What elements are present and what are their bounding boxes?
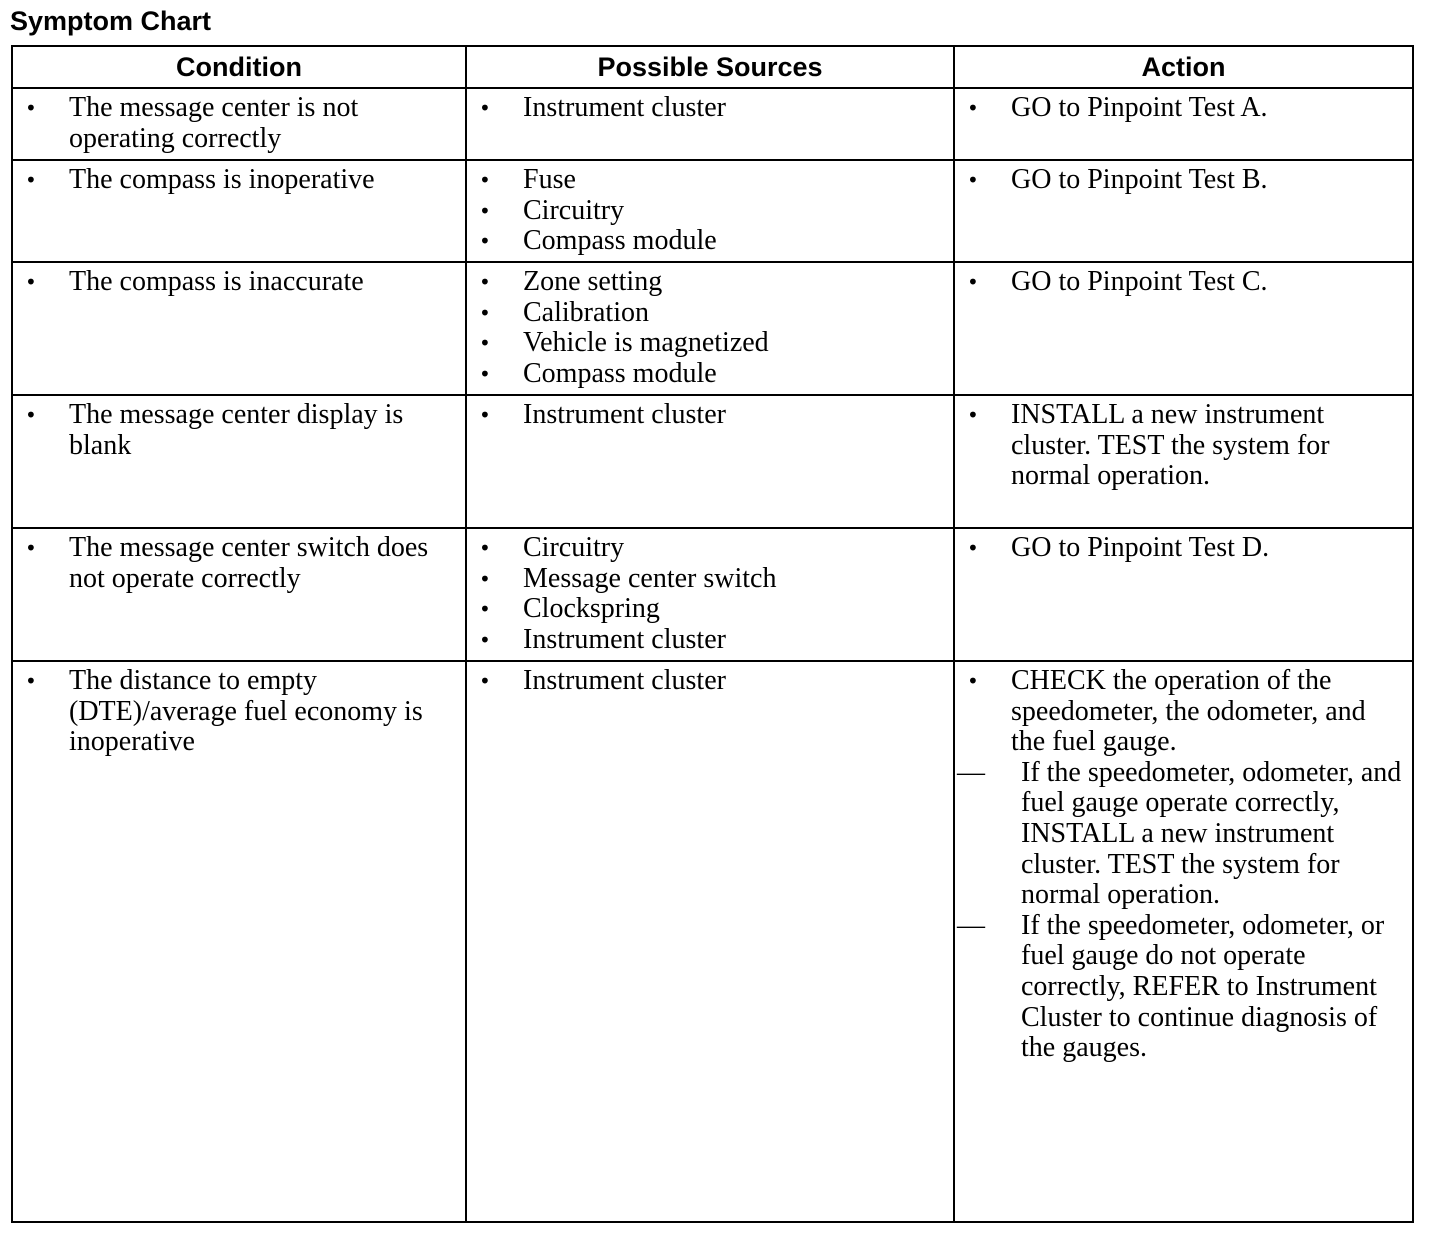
table-row bbox=[12, 160, 1413, 262]
sources-cell bbox=[466, 395, 954, 528]
condition-cell bbox=[12, 262, 466, 395]
source-item: • Fuse bbox=[467, 165, 947, 196]
source-item: • Instrument cluster bbox=[467, 400, 947, 431]
sub-item-text: If the speedometer, odometer, and fuel gauge operate correctly, INSTALL a new instrument cluster. TEST the system for normal operation. bbox=[1021, 756, 1402, 911]
action-item: • GO to Pinpoint Test A. bbox=[955, 93, 1406, 124]
source-item: • Vehicle is magnetized bbox=[467, 328, 947, 359]
source-item: • Compass module bbox=[467, 359, 947, 390]
header-row bbox=[12, 46, 1413, 88]
action-cell bbox=[954, 88, 1413, 160]
condition-item: • The message center switch does not operate correctly bbox=[13, 533, 459, 594]
source-item: • Message center switch bbox=[467, 564, 947, 595]
source-item: • Zone setting bbox=[467, 267, 947, 298]
symptom-chart-table bbox=[11, 45, 1414, 1223]
dash-marker: — bbox=[957, 909, 985, 941]
sources-cell bbox=[466, 528, 954, 661]
source-item: • Instrument cluster bbox=[467, 625, 947, 656]
table-row bbox=[12, 88, 1413, 160]
action-cell bbox=[954, 160, 1413, 262]
table-row bbox=[12, 262, 1413, 395]
condition-item: • The compass is inoperative bbox=[13, 165, 459, 196]
action-item: • GO to Pinpoint Test C. bbox=[955, 267, 1406, 298]
source-item: • Clockspring bbox=[467, 594, 947, 625]
header-action: Action bbox=[954, 46, 1413, 88]
source-item: • Compass module bbox=[467, 226, 947, 257]
source-item: • Circuitry bbox=[467, 533, 947, 564]
source-item: • Instrument cluster bbox=[467, 93, 947, 124]
page-title: Symptom Chart bbox=[10, 6, 212, 36]
sources-cell bbox=[466, 160, 954, 262]
condition-cell bbox=[12, 661, 466, 1222]
table-row bbox=[12, 661, 1413, 1222]
condition-cell bbox=[12, 160, 466, 262]
source-item: • Calibration bbox=[467, 298, 947, 329]
action-item: • INSTALL a new instrument cluster. TEST the system for normal operation. bbox=[955, 400, 1406, 492]
action-sub-item bbox=[955, 758, 1406, 911]
header-condition: Condition bbox=[12, 46, 466, 88]
action-cell bbox=[954, 661, 1413, 1222]
source-item: • Circuitry bbox=[467, 196, 947, 227]
condition-item: • The distance to empty (DTE)/average fuel economy is inoperative bbox=[13, 666, 459, 758]
sub-item-text: If the speedometer, odometer, or fuel gauge do not operate correctly, REFER to Instrument Cluster to continue diagnosis of the gauges. bbox=[1021, 909, 1385, 1064]
table-row bbox=[12, 528, 1413, 661]
action-cell bbox=[954, 262, 1413, 395]
condition-item: • The message center display is blank bbox=[13, 400, 459, 461]
condition-cell bbox=[12, 88, 466, 160]
action-item: • CHECK the operation of the speedometer, the odometer, and the fuel gauge. bbox=[955, 666, 1406, 758]
action-item: • GO to Pinpoint Test B. bbox=[955, 165, 1406, 196]
dash-marker: — bbox=[957, 756, 985, 788]
header-possible-sources: Possible Sources bbox=[466, 46, 954, 88]
condition-item: • The compass is inaccurate bbox=[13, 267, 459, 298]
table-row bbox=[12, 395, 1413, 528]
sources-cell bbox=[466, 88, 954, 160]
source-item: • Instrument cluster bbox=[467, 666, 947, 697]
condition-cell bbox=[12, 528, 466, 661]
condition-item: • The message center is not operating correctly bbox=[13, 93, 459, 154]
action-item: • GO to Pinpoint Test D. bbox=[955, 533, 1406, 564]
condition-cell bbox=[12, 395, 466, 528]
sources-cell bbox=[466, 661, 954, 1222]
sources-cell bbox=[466, 262, 954, 395]
action-cell bbox=[954, 528, 1413, 661]
action-sub-item bbox=[955, 911, 1406, 1064]
action-cell bbox=[954, 395, 1413, 528]
